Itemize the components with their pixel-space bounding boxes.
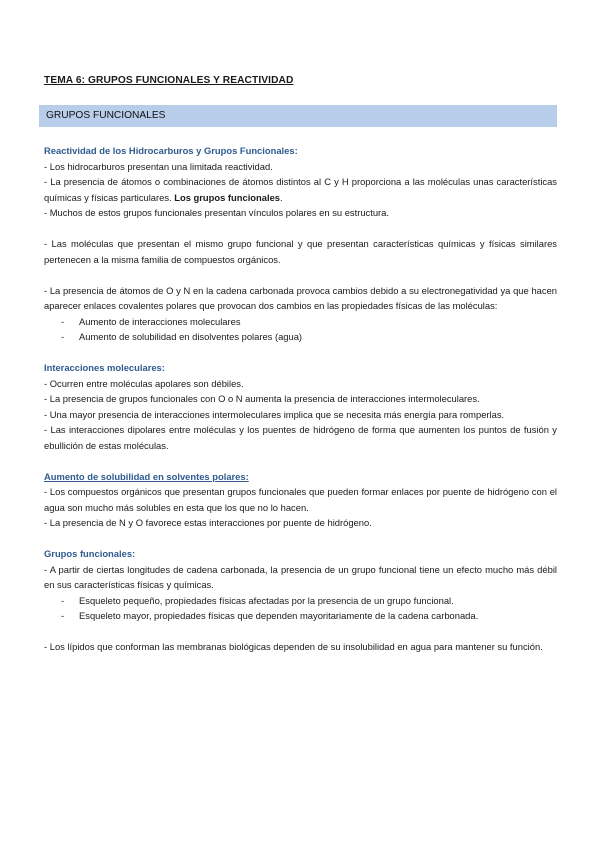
list-item: - Aumento de solubilidad en disolventes polares (agua)	[44, 329, 557, 345]
paragraph	[44, 174, 557, 205]
list-item: - Esqueleto mayor, propiedades físicas que dependen mayoritariamente de la cadena carbonada.	[44, 608, 557, 624]
section-heading: Interacciones moleculares:	[44, 362, 165, 373]
paragraph: - Los lípidos que conforman las membranas biológicas dependen de su insolubilidad en agua para mantener su función.	[44, 641, 543, 652]
section-heading: Reactividad de los Hidrocarburos y Grupos Funcionales:	[44, 145, 298, 156]
paragraph: - A partir de ciertas longitudes de cadena carbonada, la presencia de un grupo funcional tiene un efecto mucho más débil en sus características físicas y químicas.	[44, 563, 557, 590]
section-reactividad	[44, 143, 557, 345]
paragraph: - La presencia de N y O favorece estas interacciones por puente de hidrógeno.	[44, 517, 372, 528]
section-grupos	[44, 546, 557, 655]
paragraph: - Ocurren entre moléculas apolares son débiles.	[44, 377, 244, 389]
paragraph: - La presencia de grupos funcionales con O o N aumenta la presencia de interacciones intermoleculares.	[44, 393, 480, 404]
paragraph: - Las interacciones dipolares entre moléculas y los puentes de hidrógeno de forma que aumenten los puntos de fusión y ebullición de estas moléculas.	[44, 424, 557, 451]
list-item: - Aumento de interacciones moleculares	[44, 314, 557, 330]
bold-phrase: Los grupos funcionales	[174, 191, 281, 203]
section-banner: GRUPOS FUNCIONALES	[39, 105, 557, 127]
paragraph: - Los hidrocarburos presentan una limitada reactividad.	[44, 160, 273, 172]
paragraph: - La presencia de átomos de O y N en la cadena carbonada provoca cambios debido a su electronegatividad ya que hacen aparecer enlaces covalentes polares que provocan dos cambios en las propiedades físicas de las moléculas:	[44, 284, 557, 311]
paragraph: - Una mayor presencia de interacciones intermoleculares implica que se necesita más energía para romperlas.	[44, 408, 505, 420]
page-title: TEMA 6: GRUPOS FUNCIONALES Y REACTIVIDAD	[44, 75, 294, 86]
paragraph-text: - La presencia de átomos o combinaciones de átomos distintos al C y H proporciona a las moléculas unas características químicas y físicas particulares.	[44, 176, 557, 203]
section-interacciones	[44, 360, 557, 453]
paragraph: - Muchos de estos grupos funcionales presentan vínculos polares en su estructura.	[44, 207, 389, 218]
paragraph-text: .	[280, 191, 283, 203]
bullet-list	[44, 593, 557, 624]
bullet-list	[44, 314, 557, 345]
paragraph: - Los compuestos orgánicos que presentan grupos funcionales que pueden formar enlaces por puente de hidrógeno con el agua son mucho más solubles en esta que los que no lo hacen.	[44, 486, 557, 513]
paragraph: - Las moléculas que presentan el mismo grupo funcional y que presentan características químicas y físicas similares pertenecen a la misma familia de compuestos orgánicos.	[44, 238, 557, 265]
list-item: - Esqueleto pequeño, propiedades físicas afectadas por la presencia de un grupo funcional.	[44, 593, 557, 609]
document-body	[44, 143, 557, 670]
section-heading: Aumento de solubilidad en solventes polares:	[44, 470, 249, 482]
section-solubilidad	[44, 469, 557, 531]
section-heading: Grupos funcionales:	[44, 548, 136, 559]
